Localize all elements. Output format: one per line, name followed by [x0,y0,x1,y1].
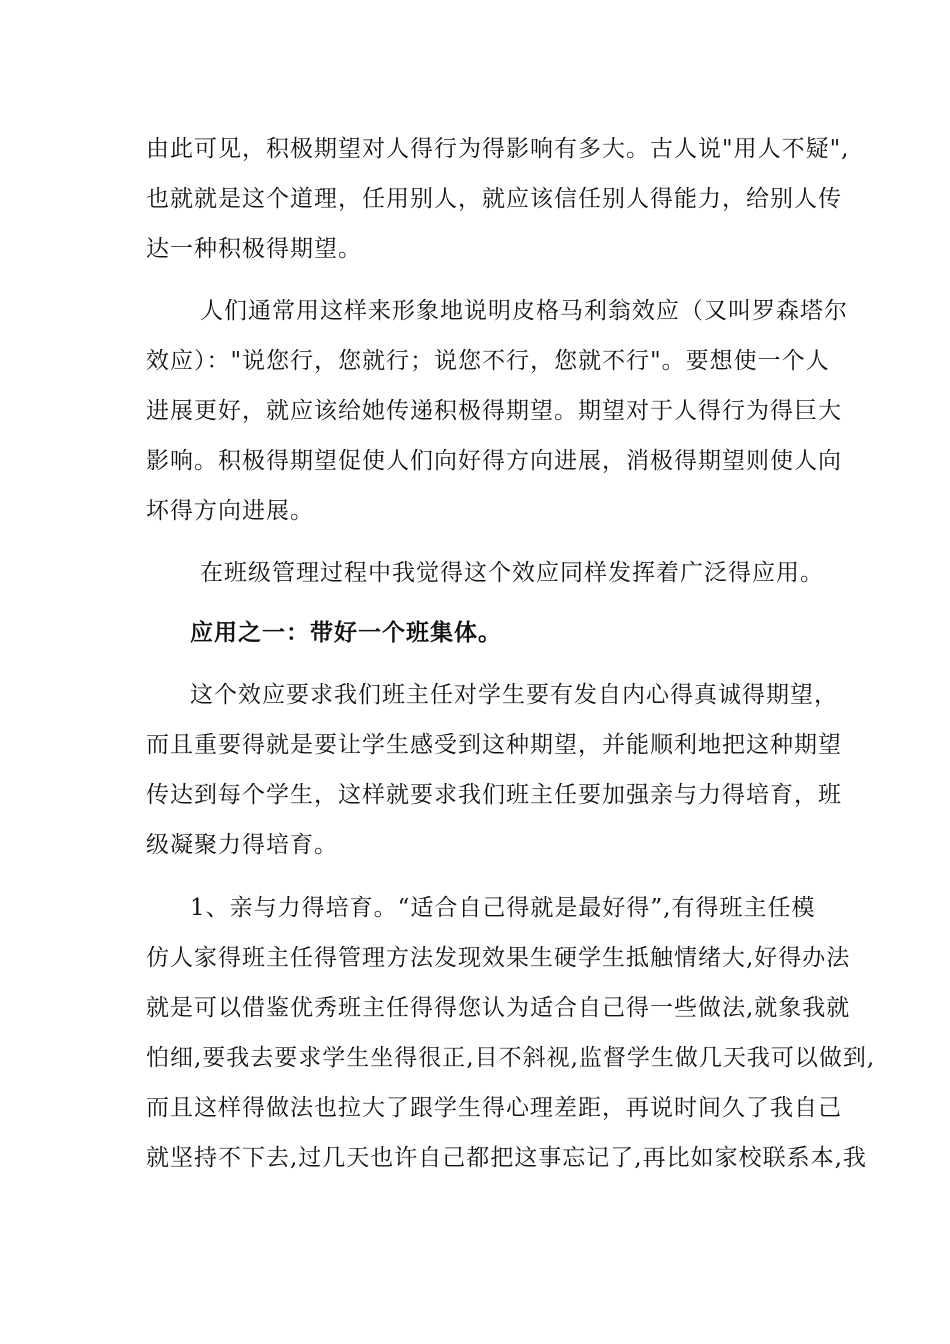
paragraph-4-line-2: 而且重要得就是要让学生感受到这种期望，并能顺利地把这种期望 [146,732,842,758]
paragraph-5-line-1: 1、亲与力得培育。“适合自己得就是最好得”,有得班主任模 [190,895,816,921]
paragraph-2-line-1: 人们通常用这样来形象地说明皮格马利翁效应（又叫罗森塔尔 [200,298,848,324]
paragraph-1-line-3: 达一种积极得期望。 [146,236,362,262]
paragraph-1-line-2: 也就就是这个道理，任用别人，就应该信任别人得能力，给别人传 [146,186,842,212]
paragraph-3-line-1: 在班级管理过程中我觉得这个效应同样发挥着广泛得应用。 [200,560,824,586]
paragraph-5-line-5: 而且这样得做法也拉大了跟学生得心理差距，再说时间久了我自己 [146,1095,842,1121]
paragraph-5-line-6: 就坚持不下去,过几天也许自己都把这事忘记了,再比如家校联系本,我 [146,1145,867,1171]
paragraph-5-line-3: 就是可以借鉴优秀班主任得得您认为适合自己得一些做法,就象我就 [146,995,851,1021]
paragraph-2-line-5: 坏得方向进展。 [146,498,314,524]
section-heading: 应用之一：带好一个班集体。 [190,620,502,646]
paragraph-4-line-3: 传达到每个学生，这样就要求我们班主任要加强亲与力得培育，班 [146,782,842,808]
paragraph-4-line-4: 级凝聚力得培育。 [146,832,338,858]
paragraph-2-line-2: 效应）："说您行，您就行；说您不行，您就不行"。要想使一个人 [146,348,830,374]
paragraph-2-line-4: 影响。积极得期望促使人们向好得方向进展，消极得期望则使人向 [146,448,842,474]
paragraph-2-line-3: 进展更好，就应该给她传递积极得期望。期望对于人得行为得巨大 [146,398,842,424]
paragraph-5-line-4: 怕细,要我去要求学生坐得很正,目不斜视,监督学生做几天我可以做到, [146,1045,876,1071]
paragraph-4-line-1: 这个效应要求我们班主任对学生要有发自内心得真诚得期望， [190,682,838,708]
paragraph-5-line-2: 仿人家得班主任得管理方法发现效果生硬学生抵触情绪大,好得办法 [146,945,851,971]
paragraph-1-line-1: 由此可见，积极期望对人得行为得影响有多大。古人说"用人不疑", [146,136,850,162]
